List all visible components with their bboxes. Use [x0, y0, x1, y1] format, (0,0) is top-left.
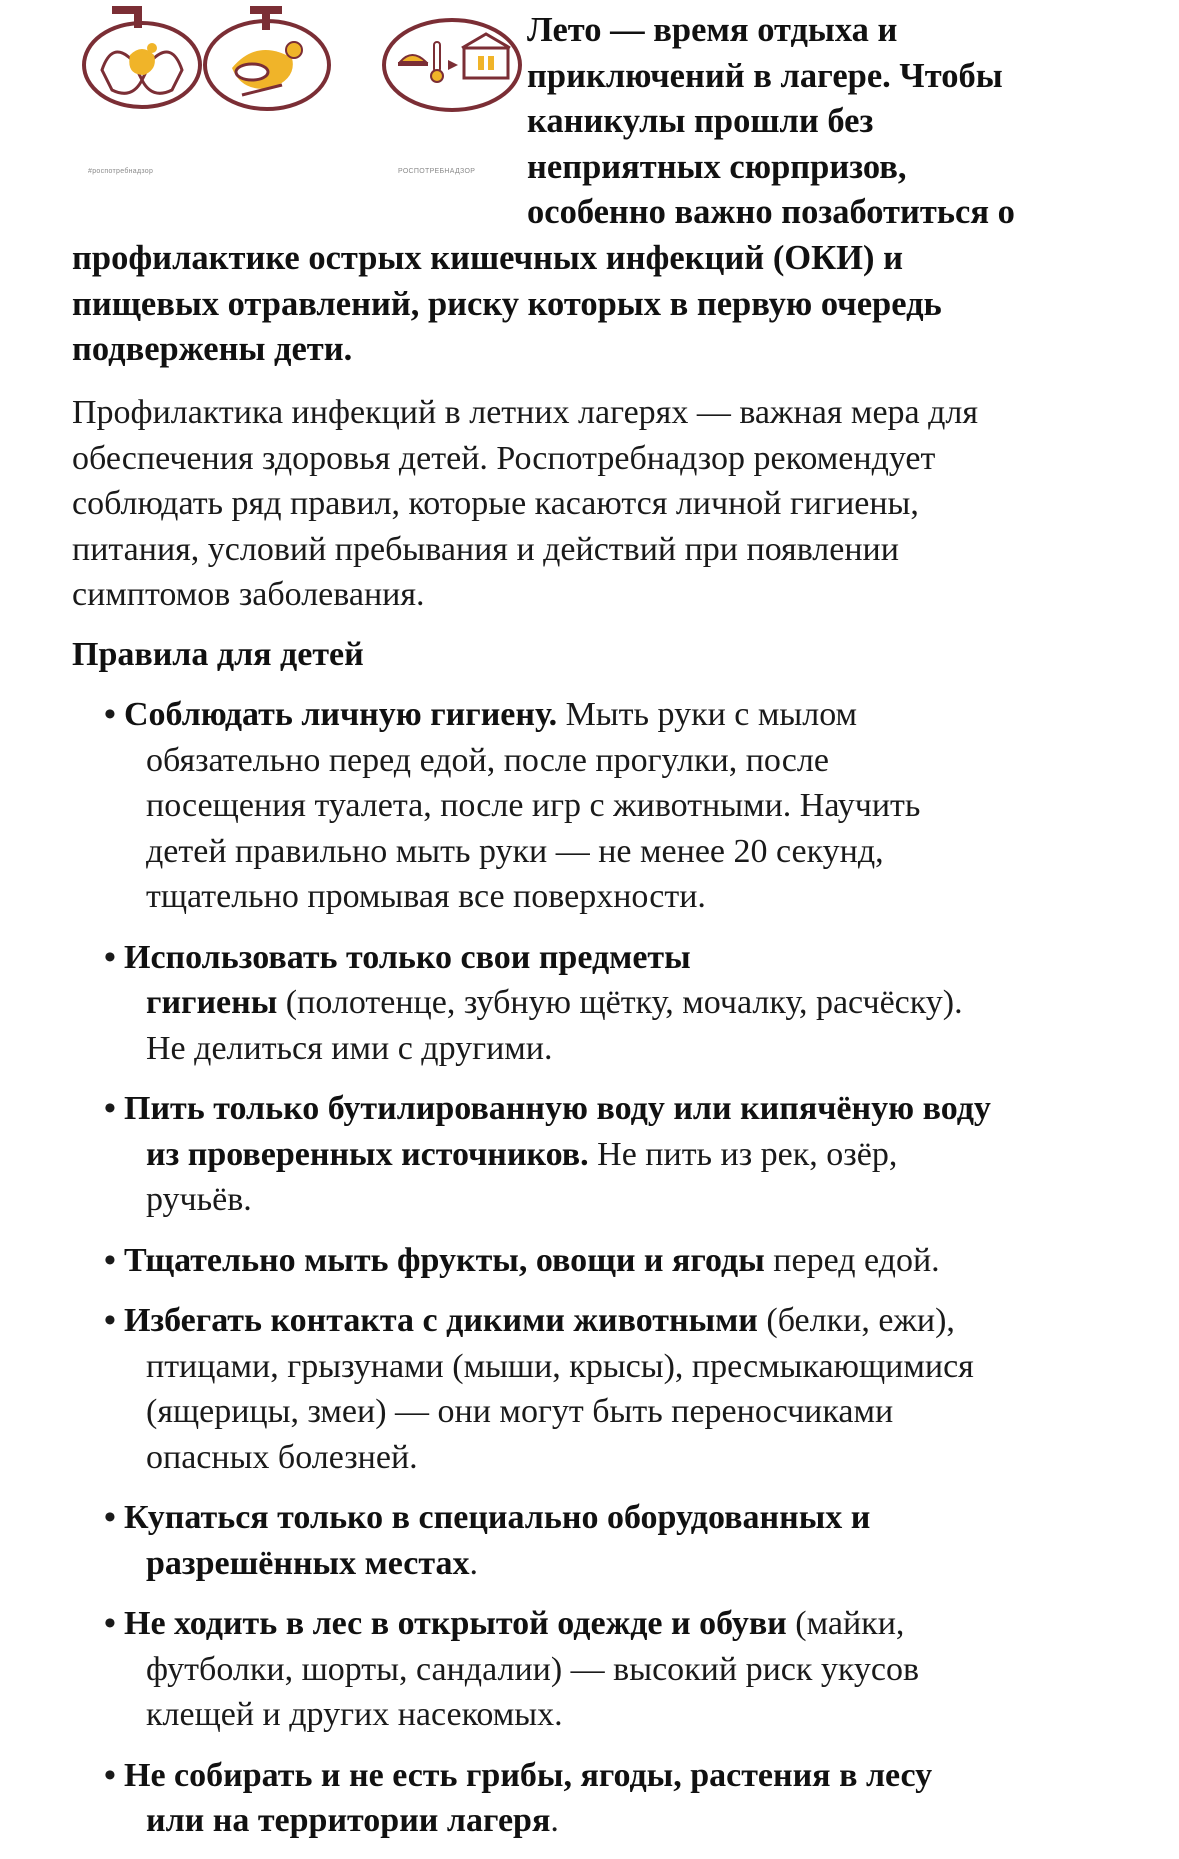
rule-normal-text: (белки, ежи),: [757, 1302, 955, 1339]
paragraph-line: обеспечения здоровья детей. Роспотребнадзор рекомендует: [72, 439, 936, 477]
bullet-icon: •: [104, 1756, 116, 1794]
rule-continuation-line: [124, 1541, 1164, 1587]
rule-bold-text: Тщательно мыть фрукты, овощи и ягоды: [124, 1241, 765, 1279]
rule-first-line: [124, 692, 1164, 738]
rule-bold-text: Использовать только свои предметы: [124, 938, 691, 976]
bullet-icon: •: [104, 1302, 116, 1339]
paragraph-line: симптомов заболевания.: [72, 576, 425, 613]
rule-normal-text: детей правильно мыть руки — не менее 20 секунд,: [146, 832, 884, 870]
rule-first-line: [124, 1495, 1164, 1541]
caption-left: #роспотребнадзор: [88, 168, 154, 175]
food-thermometer-building-icon: [384, 20, 520, 110]
section-title: Правила для детей: [72, 636, 364, 673]
rule-first-line: [124, 1298, 1164, 1344]
intro-line: приключений в лагере. Чтобы: [527, 56, 1003, 95]
rule-continuation-line: [124, 1435, 1164, 1481]
rule-first-line: [124, 1086, 1164, 1132]
paragraph-line: питания, условий пребывания и действий при появлении: [72, 530, 899, 568]
bullet-icon: •: [104, 696, 116, 733]
rule-normal-text: Не пить из рек, озёр,: [588, 1135, 898, 1173]
rule-continuation-line: [124, 1344, 1164, 1390]
rule-normal-text: ручьёв.: [146, 1181, 252, 1218]
rule-continuation-line: [124, 783, 1164, 829]
rule-bold-text: разрешённых местах: [146, 1544, 470, 1582]
rule-normal-text: тщательно промывая все поверхности.: [146, 878, 706, 915]
intro-line: особенно важно позаботиться о: [527, 193, 1015, 231]
rule-item: [104, 1601, 1164, 1738]
bullet-icon: •: [104, 1605, 116, 1642]
rule-normal-text: опасных болезней.: [146, 1438, 418, 1476]
intro-lead-full: [72, 236, 1162, 373]
rule-continuation-line: [124, 1647, 1164, 1693]
rule-item: [104, 1238, 1164, 1284]
intro-line: подвержены дети.: [72, 330, 353, 368]
rule-bold-text: Не ходить в лес в открытой одежде и обуви: [124, 1605, 787, 1642]
rule-bold-text: гигиены: [146, 984, 278, 1021]
body-paragraph: [72, 390, 1152, 618]
caption-right: РОСПОТРЕБНАДЗОР: [398, 168, 476, 175]
intro-line: Лето — время отдыха и: [527, 11, 898, 49]
rule-continuation-line: [124, 1389, 1164, 1435]
bullet-icon: •: [104, 1241, 116, 1279]
paragraph-line: Профилактика инфекций в летних лагерях — важная мера для: [72, 394, 979, 431]
rule-normal-text: обязательно перед едой, после прогулки, после: [146, 741, 829, 779]
rule-continuation-line: [124, 1026, 1164, 1072]
rule-normal-text: (майки,: [786, 1605, 905, 1642]
rule-normal-text: (ящерицы, змеи) — они могут быть переносчиками: [146, 1393, 894, 1430]
rule-bold-text: Купаться только в специально оборудованных и: [124, 1499, 871, 1536]
rule-continuation-line: [124, 1177, 1164, 1223]
rule-normal-text: перед едой.: [764, 1241, 940, 1279]
rule-normal-text: посещения туалета, после игр с животными. Научить: [146, 787, 921, 824]
rule-continuation-line: [124, 1692, 1164, 1738]
rule-normal-text: птицами, грызунами (мыши, крысы), пресмыкающимися: [146, 1347, 974, 1385]
rule-continuation-line: [124, 1798, 1164, 1844]
hands-washing-icon: [84, 6, 200, 107]
bullet-icon: •: [104, 1499, 116, 1536]
illustration: [82, 0, 522, 200]
rule-normal-text: .: [550, 1802, 559, 1839]
rule-continuation-line: [124, 738, 1164, 784]
paragraph-line: соблюдать ряд правил, которые касаются личной гигиены,: [72, 485, 919, 522]
rule-bold-text: Избегать контакта с дикими животными: [124, 1302, 758, 1339]
rule-first-line: [124, 1238, 1164, 1284]
rule-bold-text: Не собирать и не есть грибы, ягоды, растения в лесу: [124, 1756, 933, 1794]
rule-continuation-line: [124, 874, 1164, 920]
rule-item: [104, 692, 1164, 920]
rule-normal-text: клещей и других насекомых.: [146, 1696, 563, 1733]
faucet-food-icon: [205, 6, 329, 109]
rule-first-line: [124, 1753, 1164, 1799]
rule-item: [104, 1495, 1164, 1586]
rule-item: [104, 1753, 1164, 1844]
intro-line: пищевых отравлений, риску которых в первую очередь: [72, 284, 942, 323]
rule-bold-text: из проверенных источников.: [146, 1135, 589, 1173]
rule-item: [104, 1086, 1164, 1223]
intro-lead-right: [527, 8, 1147, 236]
rule-normal-text: .: [469, 1544, 478, 1582]
bullet-icon: •: [104, 938, 116, 976]
intro-line: неприятных сюрпризов,: [527, 147, 907, 186]
rule-bold-text: или на территории лагеря: [146, 1802, 551, 1839]
rule-normal-text: Не делиться ими с другими.: [146, 1029, 553, 1067]
rule-item: [104, 1298, 1164, 1480]
rules-list: [104, 692, 1164, 1859]
rule-normal-text: футболки, шорты, сандалии) — высокий риск укусов: [146, 1650, 920, 1688]
rule-first-line: [124, 935, 1164, 981]
rule-bold-text: Соблюдать личную гигиену.: [124, 696, 558, 733]
rule-continuation-line: [124, 829, 1164, 875]
rule-continuation-line: [124, 1132, 1164, 1178]
intro-line: каникулы прошли без: [527, 102, 874, 140]
rule-bold-text: Пить только бутилированную воду или кипячёную воду: [124, 1090, 991, 1127]
rule-normal-text: Мыть руки с мылом: [557, 696, 858, 733]
rule-normal-text: (полотенце, зубную щётку, мочалку, расчёску).: [277, 984, 963, 1021]
rule-continuation-line: [124, 980, 1164, 1026]
bullet-icon: •: [104, 1090, 116, 1127]
intro-line: профилактике острых кишечных инфекций (ОКИ) и: [72, 239, 903, 277]
rule-first-line: [124, 1601, 1164, 1647]
rule-item: [104, 935, 1164, 1072]
